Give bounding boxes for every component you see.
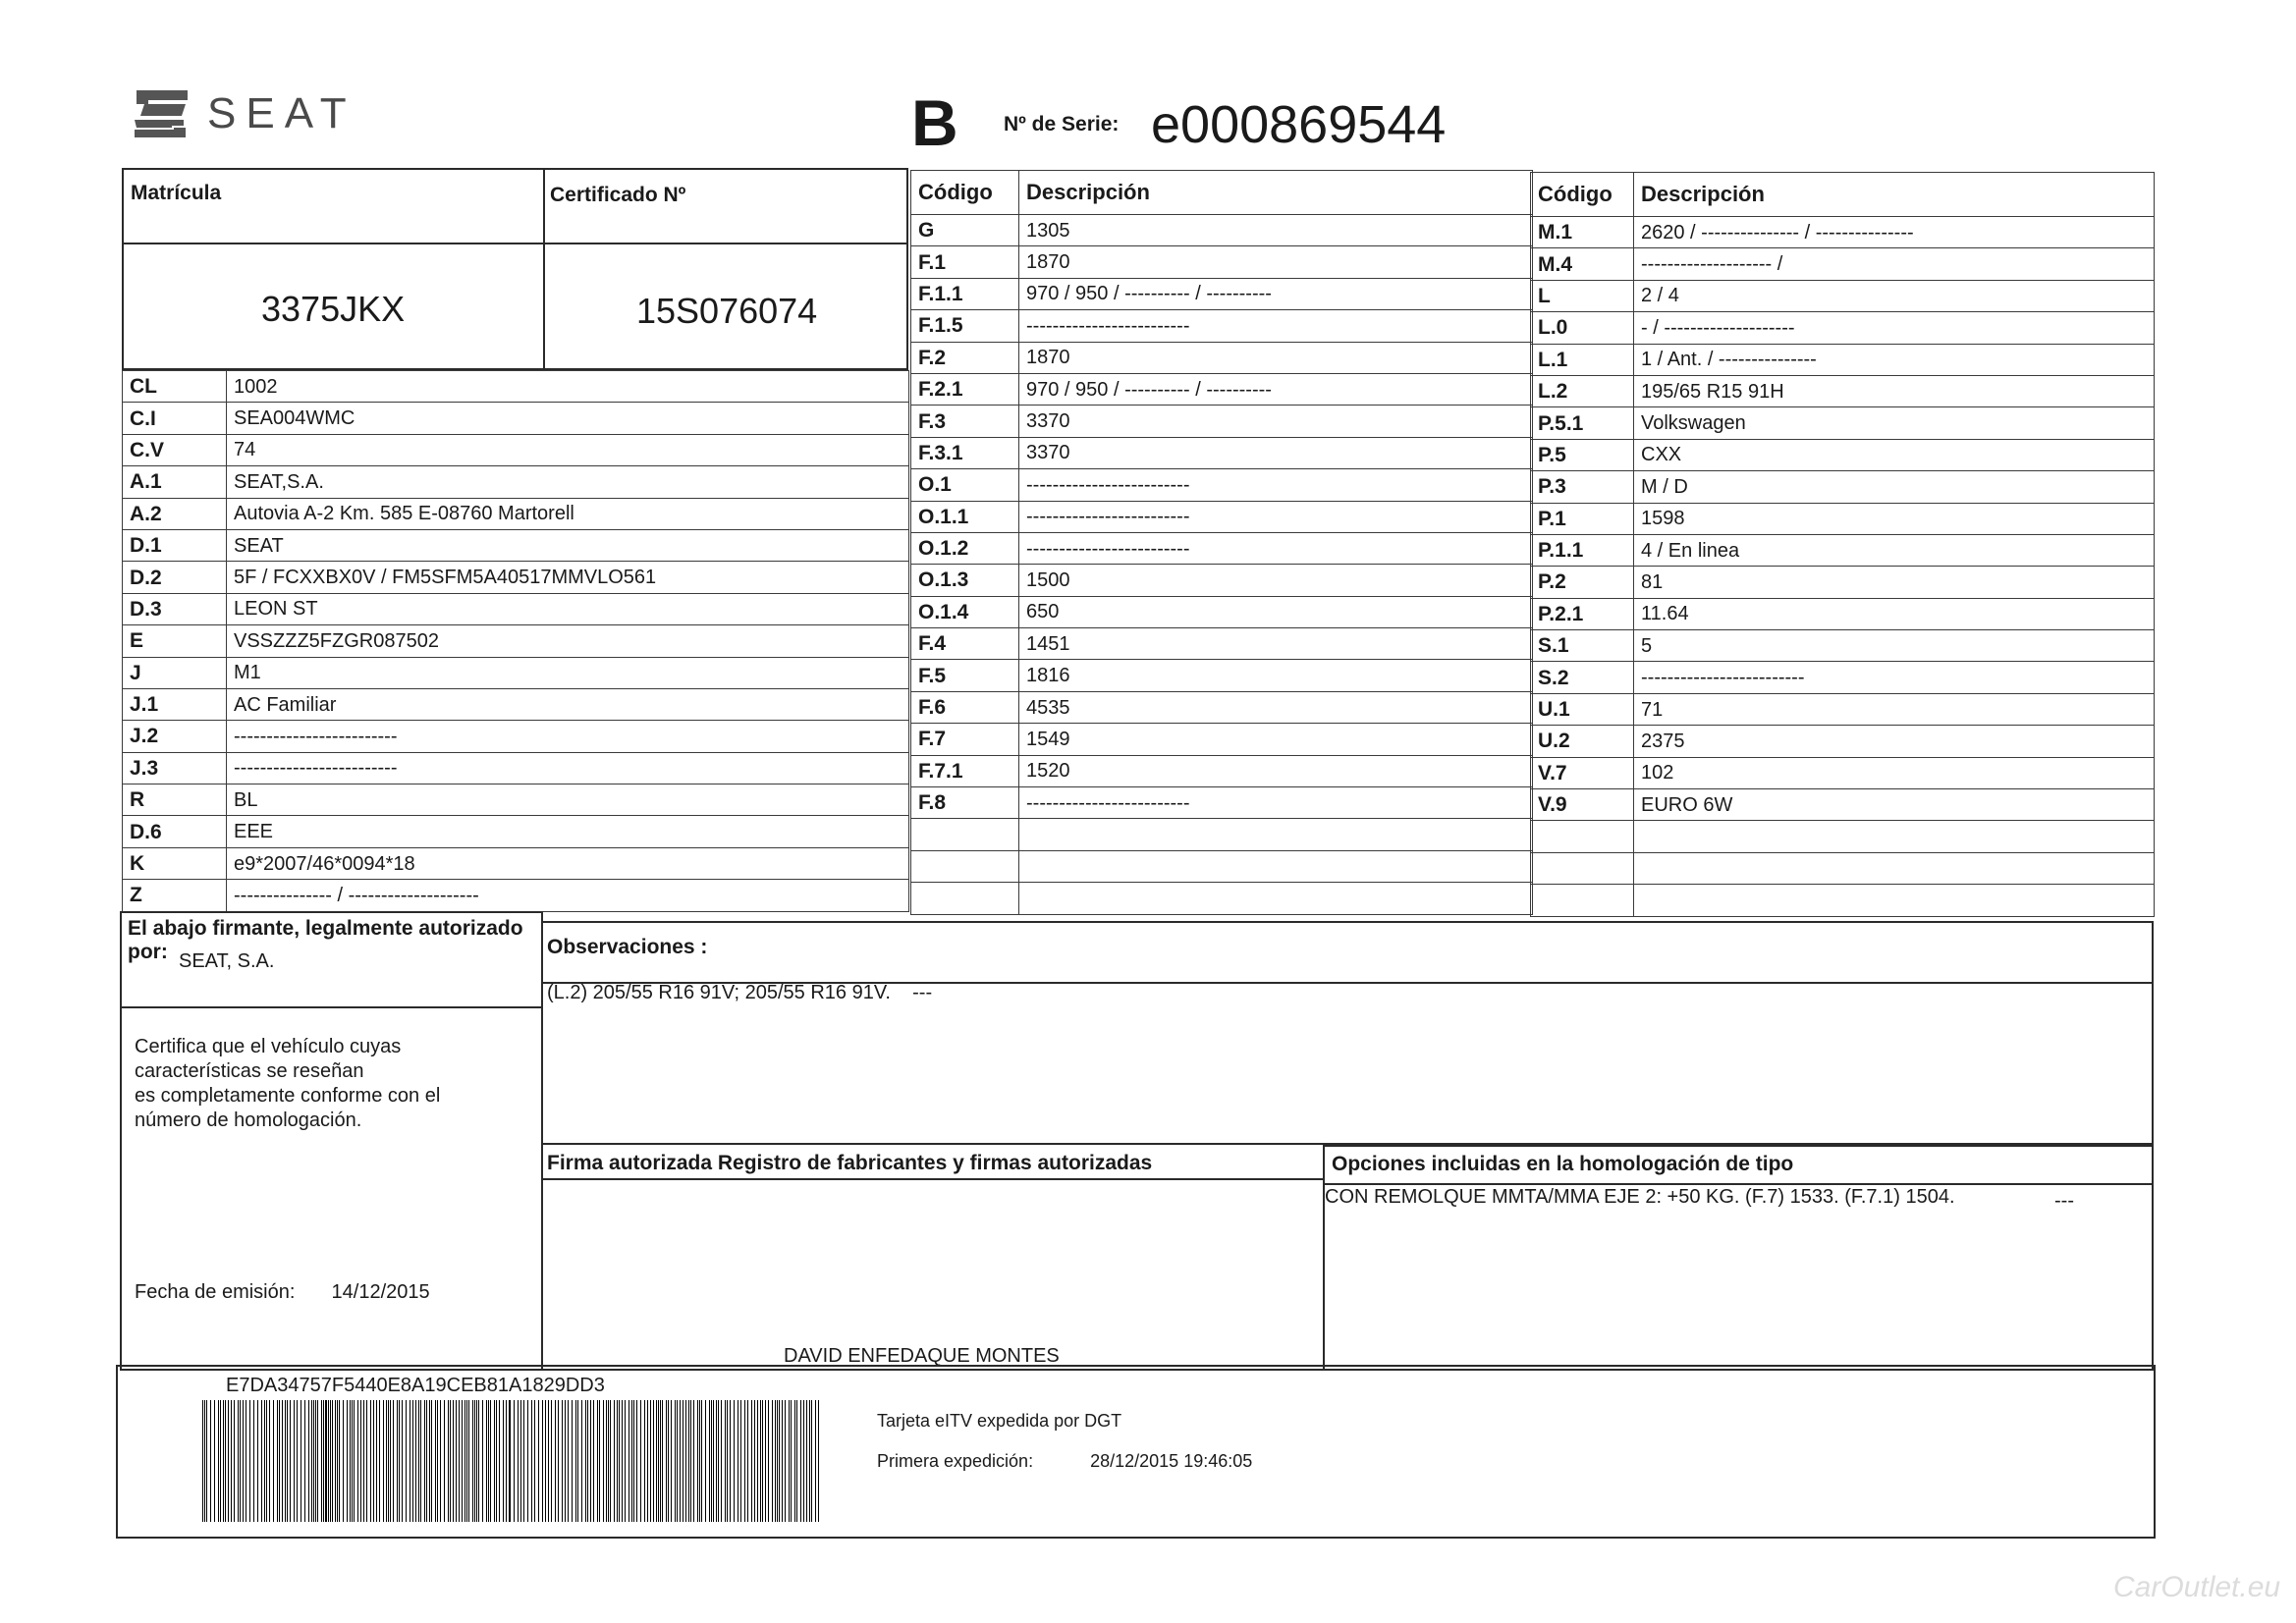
value-cell: e9*2007/46*0094*18 [227, 847, 909, 879]
table-row [123, 688, 909, 720]
code-cell: F.6 [911, 691, 1019, 723]
value-cell: ------------------------- [1019, 469, 1533, 501]
value-cell [1634, 852, 2155, 884]
value-cell: --------------- / -------------------- [227, 880, 909, 911]
table-row [123, 371, 909, 403]
code-cell: J [123, 657, 227, 688]
value-cell: 4535 [1019, 691, 1533, 723]
fecha-value: 14/12/2015 [331, 1281, 430, 1303]
table-row [1531, 693, 2155, 725]
table-row [911, 278, 1533, 309]
code-cell: P.3 [1531, 471, 1634, 503]
itv-text: Tarjeta eITV expedida por DGT [877, 1411, 1122, 1431]
primera-label: Primera expedición: [877, 1451, 1034, 1471]
code-cell: O.1.4 [911, 596, 1019, 627]
value-cell: ------------------------- [1019, 532, 1533, 564]
code-cell: E [123, 625, 227, 657]
value-cell: 650 [1019, 596, 1533, 627]
value-cell [1019, 850, 1533, 882]
value-cell: 102 [1634, 757, 2155, 788]
table-row [1531, 312, 2155, 344]
certificado-label: Certificado Nº [550, 184, 686, 206]
firma-box [541, 1143, 1325, 1371]
table-row [911, 691, 1533, 723]
table-row [123, 562, 909, 593]
code-cell: F.7.1 [911, 755, 1019, 786]
value-cell: 1816 [1019, 660, 1533, 691]
value-cell: 970 / 950 / ---------- / ---------- [1019, 278, 1533, 309]
opciones-box [1323, 1145, 2154, 1371]
value-cell: Volkswagen [1634, 407, 2155, 439]
table-row [911, 850, 1533, 882]
fecha-emision [135, 1281, 430, 1304]
observaciones-label: Observaciones : [547, 936, 708, 958]
value-cell: 3370 [1019, 406, 1533, 437]
code-cell: O.1.1 [911, 501, 1019, 532]
table-row [1531, 630, 2155, 662]
value-cell: M / D [1634, 471, 2155, 503]
code-cell: D.1 [123, 529, 227, 561]
table-row [1531, 344, 2155, 375]
value-cell: ------------------------- [227, 752, 909, 784]
code-cell: O.1 [911, 469, 1019, 501]
value-cell: 1451 [1019, 628, 1533, 660]
code-header: Código [911, 171, 1019, 215]
value-cell: EURO 6W [1634, 789, 2155, 821]
code-cell [1531, 885, 1634, 916]
table-row [911, 660, 1533, 691]
signatory-label: El abajo firmante, legalmente autorizado [128, 917, 523, 940]
serial-label: Nº de Serie: [1004, 113, 1120, 135]
value-cell: M1 [227, 657, 909, 688]
code-cell: J.2 [123, 721, 227, 752]
table-row [1531, 439, 2155, 470]
middle-data-table [910, 170, 1533, 915]
code-cell: CL [123, 371, 227, 403]
table-row [123, 498, 909, 529]
watermark: CarOutlet.eu [2113, 1571, 2281, 1603]
por-value: SEAT, S.A. [179, 950, 275, 972]
table-header-row [1531, 173, 2155, 217]
por-label: por: [128, 941, 168, 963]
matricula-value: 3375JKX [261, 289, 406, 329]
code-cell: A.2 [123, 498, 227, 529]
value-cell: CXX [1634, 439, 2155, 470]
value-cell: ------------------------- [227, 721, 909, 752]
value-cell: 2 / 4 [1634, 280, 2155, 311]
code-cell: P.1 [1531, 503, 1634, 534]
table-row [1531, 503, 2155, 534]
code-cell: L.1 [1531, 344, 1634, 375]
brand-name: SEAT [207, 89, 356, 137]
value-cell: 71 [1634, 693, 2155, 725]
table-row [911, 437, 1533, 468]
table-row [1531, 407, 2155, 439]
code-cell: R [123, 784, 227, 816]
table-row [911, 819, 1533, 850]
table-row [123, 880, 909, 911]
primera-expedicion [877, 1451, 1252, 1472]
table-row [1531, 726, 2155, 757]
value-cell: SEAT [227, 529, 909, 561]
code-cell: P.1.1 [1531, 534, 1634, 566]
table-row [123, 593, 909, 624]
value-cell: SEA004WMC [227, 403, 909, 434]
value-cell: 1520 [1019, 755, 1533, 786]
code-cell: U.1 [1531, 693, 1634, 725]
primera-value: 28/12/2015 19:46:05 [1090, 1451, 1253, 1471]
value-cell: ------------------------- [1019, 501, 1533, 532]
table-row [911, 406, 1533, 437]
table-row [911, 755, 1533, 786]
opciones-label: Opciones incluidas en la homologación de tipo [1332, 1153, 1794, 1175]
code-cell: F.1.5 [911, 310, 1019, 342]
code-cell: S.2 [1531, 662, 1634, 693]
table-row [1531, 821, 2155, 852]
value-cell: 1870 [1019, 342, 1533, 373]
seat-logo [131, 86, 366, 141]
code-cell: D.3 [123, 593, 227, 624]
table-row [1531, 662, 2155, 693]
table-row [1531, 248, 2155, 280]
table-row [123, 529, 909, 561]
value-cell: -------------------- / [1634, 248, 2155, 280]
code-cell: F.2 [911, 342, 1019, 373]
code-cell: M.1 [1531, 217, 1634, 248]
table-row [911, 532, 1533, 564]
table-row [1531, 757, 2155, 788]
value-cell: 2620 / --------------- / --------------- [1634, 217, 2155, 248]
value-cell [1634, 821, 2155, 852]
code-cell: O.1.3 [911, 565, 1019, 596]
opciones-trail: --- [2054, 1190, 2074, 1212]
code-cell: L [1531, 280, 1634, 311]
code-cell [911, 850, 1019, 882]
value-cell: ------------------------- [1019, 787, 1533, 819]
code-header: Código [1531, 173, 1634, 217]
table-row [123, 847, 909, 879]
code-cell: J.3 [123, 752, 227, 784]
table-row [1531, 567, 2155, 598]
value-cell: LEON ST [227, 593, 909, 624]
value-cell: EEE [227, 816, 909, 847]
value-cell: 4 / En linea [1634, 534, 2155, 566]
table-row [911, 215, 1533, 246]
code-cell [911, 819, 1019, 850]
code-cell: C.V [123, 434, 227, 465]
value-cell: 5 [1634, 630, 2155, 662]
value-cell: Autovia A-2 Km. 585 E-08760 Martorell [227, 498, 909, 529]
value-cell: 1305 [1019, 215, 1533, 246]
table-row [123, 403, 909, 434]
table-row [123, 625, 909, 657]
value-cell [1019, 883, 1533, 914]
value-cell: 11.64 [1634, 598, 2155, 629]
seat-logo-icon [131, 86, 191, 141]
registration-box [122, 168, 908, 370]
value-cell: - / -------------------- [1634, 312, 2155, 344]
code-cell: F.2.1 [911, 373, 1019, 405]
value-cell: 1002 [227, 371, 909, 403]
value-cell: VSSZZZ5FZGR087502 [227, 625, 909, 657]
table-row [1531, 471, 2155, 503]
description-header: Descripción [1634, 173, 2155, 217]
serial-number: e000869544 [1151, 95, 1447, 154]
code-cell: Z [123, 880, 227, 911]
code-cell: P.2 [1531, 567, 1634, 598]
code-cell: D.6 [123, 816, 227, 847]
value-cell: ------------------------- [1634, 662, 2155, 693]
table-row [911, 469, 1533, 501]
table-row [1531, 598, 2155, 629]
table-row [1531, 534, 2155, 566]
code-cell: K [123, 847, 227, 879]
value-cell: SEAT,S.A. [227, 466, 909, 498]
value-cell: 1500 [1019, 565, 1533, 596]
table-row [911, 883, 1533, 914]
code-cell: F.5 [911, 660, 1019, 691]
barcode-icon [202, 1400, 823, 1522]
code-cell: F.1.1 [911, 278, 1019, 309]
code-cell: O.1.2 [911, 532, 1019, 564]
code-cell: F.3.1 [911, 437, 1019, 468]
table-row [123, 466, 909, 498]
firma-name: DAVID ENFEDAQUE MONTES [784, 1345, 1060, 1367]
code-cell: P.2.1 [1531, 598, 1634, 629]
code-cell: F.4 [911, 628, 1019, 660]
value-cell: ------------------------- [1019, 310, 1533, 342]
code-cell: F.3 [911, 406, 1019, 437]
value-cell: 81 [1634, 567, 2155, 598]
code-cell: C.I [123, 403, 227, 434]
description-header: Descripción [1019, 171, 1533, 215]
table-row [123, 657, 909, 688]
certifica-text: Certifica que el vehículo cuyas características se reseñan es completamente conforme con el número de homologación. [135, 1036, 441, 1131]
code-cell [1531, 852, 1634, 884]
fecha-label: Fecha de emisión: [135, 1281, 296, 1303]
code-cell [911, 883, 1019, 914]
table-row [911, 373, 1533, 405]
code-cell: G [911, 215, 1019, 246]
table-row [911, 787, 1533, 819]
code-cell: V.9 [1531, 789, 1634, 821]
table-row [911, 565, 1533, 596]
table-row [123, 816, 909, 847]
observaciones-text: (L.2) 205/55 R16 91V; 205/55 R16 91V. --- [547, 982, 933, 1003]
value-cell: 1 / Ant. / --------------- [1634, 344, 2155, 375]
table-row [911, 310, 1533, 342]
code-cell: S.1 [1531, 630, 1634, 662]
value-cell: 3370 [1019, 437, 1533, 468]
certificado-value: 15S076074 [636, 291, 818, 331]
table-row [123, 784, 909, 816]
code-cell: P.5.1 [1531, 407, 1634, 439]
value-cell: BL [227, 784, 909, 816]
code-cell: P.5 [1531, 439, 1634, 470]
left-data-table [122, 370, 909, 912]
value-cell [1019, 819, 1533, 850]
table-row [123, 434, 909, 465]
value-cell: 5F / FCXXBX0V / FM5SFM5A40517MMVLO561 [227, 562, 909, 593]
code-cell: D.2 [123, 562, 227, 593]
table-row [123, 721, 909, 752]
code-cell: F.7 [911, 724, 1019, 755]
table-row [911, 628, 1533, 660]
hash-code: E7DA34757F5440E8A19CEB81A1829DD3 [226, 1375, 605, 1396]
code-cell: F.1 [911, 246, 1019, 278]
code-cell: A.1 [123, 466, 227, 498]
value-cell [1634, 885, 2155, 916]
code-cell: V.7 [1531, 757, 1634, 788]
value-cell: AC Familiar [227, 688, 909, 720]
code-cell: U.2 [1531, 726, 1634, 757]
code-cell: M.4 [1531, 248, 1634, 280]
table-row [1531, 217, 2155, 248]
table-row [911, 501, 1533, 532]
table-row [911, 246, 1533, 278]
value-cell: 1870 [1019, 246, 1533, 278]
opciones-text: CON REMOLQUE MMTA/MMA EJE 2: +50 KG. (F.7) 1533. (F.7.1) 1504. [1325, 1186, 1955, 1208]
table-row [911, 724, 1533, 755]
table-row [123, 752, 909, 784]
code-cell: F.8 [911, 787, 1019, 819]
table-row [1531, 789, 2155, 821]
value-cell: 1598 [1634, 503, 2155, 534]
table-row [1531, 375, 2155, 406]
matricula-label: Matrícula [131, 182, 222, 204]
code-cell [1531, 821, 1634, 852]
value-cell: 74 [227, 434, 909, 465]
firma-label: Firma autorizada Registro de fabricantes y firmas autorizadas [547, 1152, 1153, 1174]
value-cell: 1549 [1019, 724, 1533, 755]
table-row [1531, 852, 2155, 884]
table-row [911, 596, 1533, 627]
right-data-table [1530, 172, 2155, 917]
value-cell: 2375 [1634, 726, 2155, 757]
value-cell: 970 / 950 / ---------- / ---------- [1019, 373, 1533, 405]
table-row [1531, 280, 2155, 311]
code-cell: L.0 [1531, 312, 1634, 344]
code-cell: L.2 [1531, 375, 1634, 406]
table-header-row [911, 171, 1533, 215]
table-row [911, 342, 1533, 373]
value-cell: 195/65 R15 91H [1634, 375, 2155, 406]
observaciones-box [541, 921, 2154, 1145]
code-cell: J.1 [123, 688, 227, 720]
type-letter: B [911, 86, 958, 159]
table-row [1531, 885, 2155, 916]
